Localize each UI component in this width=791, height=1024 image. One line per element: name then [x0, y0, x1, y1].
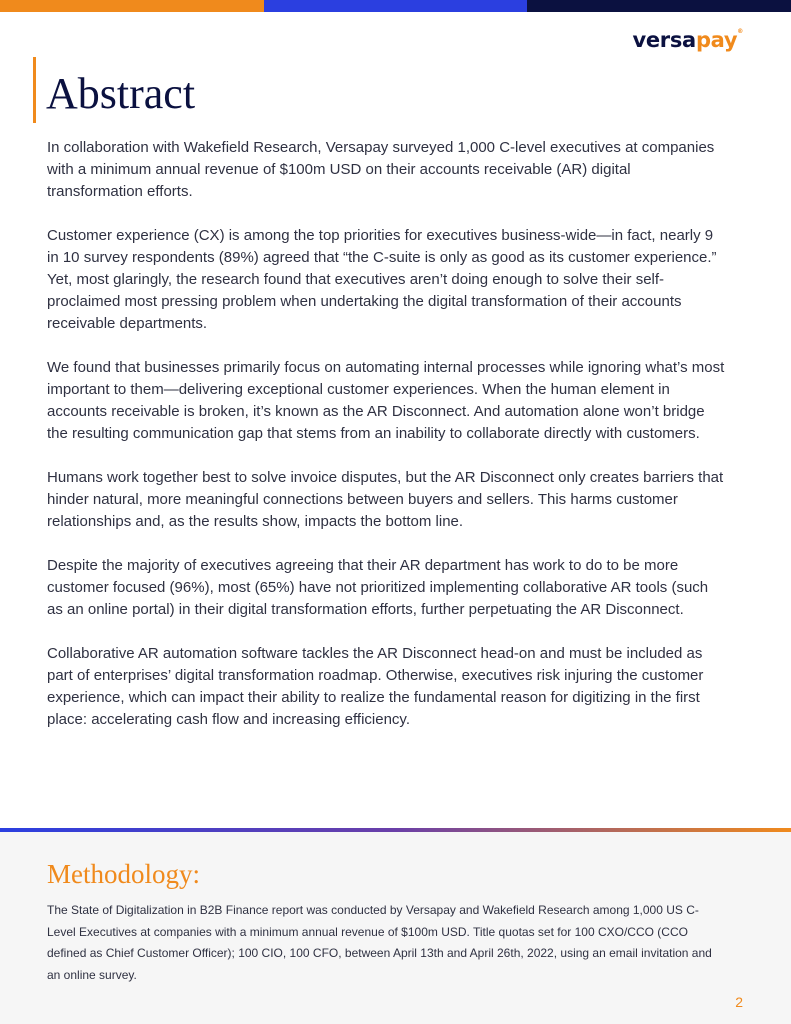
title-accent-rule — [33, 57, 36, 123]
abstract-body — [47, 137, 727, 753]
abstract-paragraph: Customer experience (CX) is among the top priorities for executives business-wide—in fact, nearly 9 in 10 survey respondents (89%) agreed that “the C-suite is only as good as its customer experience.” Yet, most glaringly, the research found that executives aren’t doing enough to solve their self-proclaimed most pressing problem when undertaking the digital transformation of their accounts receivable departments. — [47, 227, 717, 332]
page-title: Abstract — [46, 69, 196, 118]
methodology-text: The State of Digitalization in B2B Finance report was conducted by Versapay and Wakefield Research among 1,000 US C-Level Executives at companies with a minimum annual revenue of $100m USD. Title quotas set for 100 CXO/CCO (CCO defined as Chief Customer Officer); 100 CIO, 100 CFO, between April 13th and April 26th, 2022, using an email invitation and an online survey. — [47, 903, 712, 982]
versapay-logo — [632, 28, 743, 52]
top-color-bar — [0, 0, 791, 12]
abstract-paragraph: Despite the majority of executives agreeing that their AR department has work to do to be more customer focused (96%), most (65%) have not prioritized implementing collaborative AR tools (such as an online portal) in their digital transformation efforts, further perpetuating the AR Disconnect. — [47, 557, 709, 618]
logo-text-versa: versa — [632, 28, 696, 52]
top-bar-blue-segment — [264, 0, 527, 12]
top-bar-orange-segment — [0, 0, 264, 12]
abstract-paragraph: Humans work together best to solve invoice disputes, but the AR Disconnect only creates barriers that hinder natural, more meaningful connections between buyers and sellers. This harms customer relationships and, as the results show, impacts the bottom line. — [47, 469, 724, 530]
page-number: 2 — [735, 994, 743, 1010]
abstract-paragraph: Collaborative AR automation software tackles the AR Disconnect head-on and must be included as part of enterprises’ digital transformation roadmap. Otherwise, executives risk injuring the customer experience, which can impact their ability to realize the fundamental reason for digitizing in the first place: accelerating cash flow and increasing efficiency. — [47, 645, 704, 728]
methodology-title: Methodology: — [47, 859, 200, 889]
logo-registered-mark: ® — [737, 28, 743, 35]
abstract-paragraph: In collaboration with Wakefield Research, Versapay surveyed 1,000 C-level executives at companies with a minimum annual revenue of $100m USD on their accounts receivable (AR) digital transformation efforts. — [47, 139, 715, 200]
abstract-paragraph: We found that businesses primarily focus on automating internal processes while ignoring what’s most important to them—delivering exceptional customer experiences. When the human element in accounts receivable is broken, it’s known as the AR Disconnect. And automation alone won’t bridge the resulting communication gap that stems from an inability to collaborate directly with customers. — [47, 359, 725, 442]
logo-text-pay: pay — [695, 28, 738, 52]
top-bar-navy-segment — [527, 0, 791, 12]
